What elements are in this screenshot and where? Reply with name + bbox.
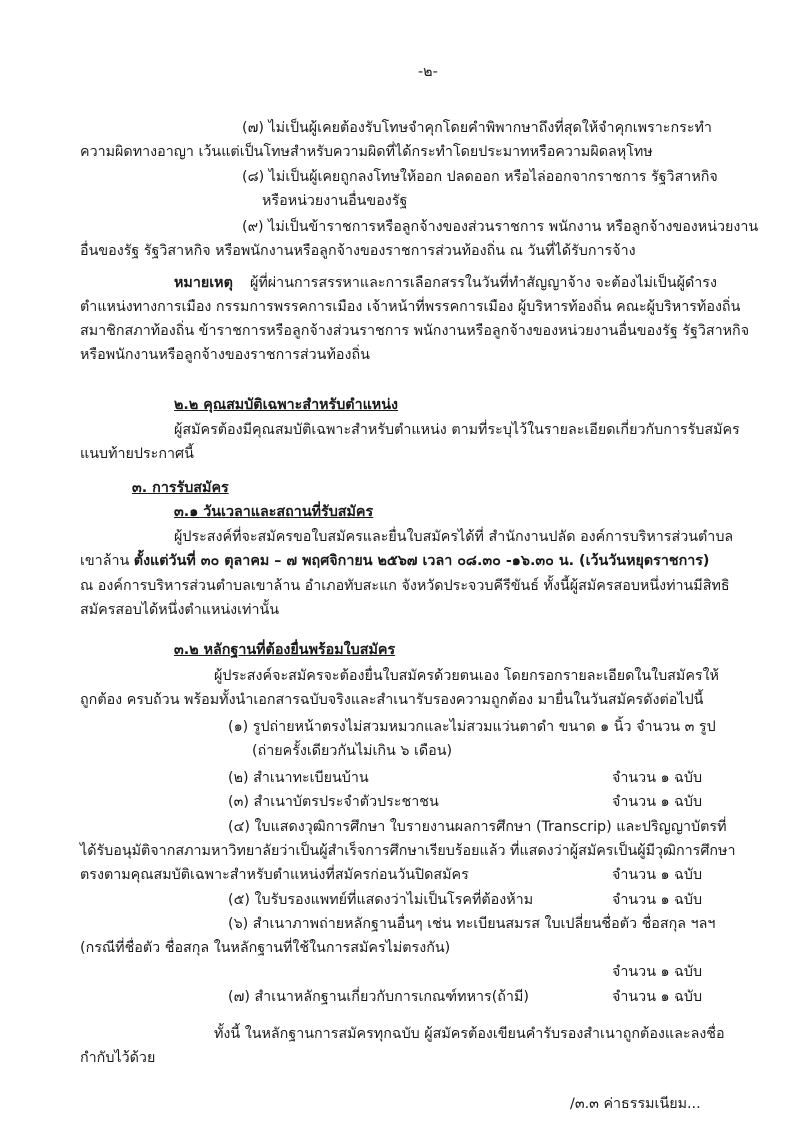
section-2-2-heading: ๒.๒ คุณสมบัติเฉพาะสำหรับตำแหน่ง [174,397,398,413]
document-5-count: จำนวน ๑ ฉบับ [612,892,703,908]
section-3-heading: ๓. การรับสมัคร [132,480,229,496]
document-3: (๓) สำเนาบัตรประจำตัวประชาชน [228,794,439,810]
note-line-2: ตำแหน่งทางการเมือง กรรมการพรรคการเมือง เจ้าหน้าที่พรรคการเมือง ผู้บริหารท้องถิ่น คณะผู้บริหารท้องถิ่น [80,299,741,315]
document-5: (๕) ใบรับรองแพทย์ที่แสดงว่าไม่เป็นโรคที่ต้องห้าม [228,892,534,908]
document-1-line-2: (ถ่ายครั้งเดียวกันไม่เกิน ๖ เดือน) [252,743,453,759]
section-3-2-heading: ๓.๒ หลักฐานที่ต้องยื่นพร้อมใบสมัคร [174,642,396,658]
document-4-line-3: ตรงตามคุณสมบัติเฉพาะสำหรับตำแหน่งที่สมัครก่อนวันปิดสมัคร [80,867,469,883]
document-1-line-1: (๑) รูปถ่ายหน้าตรงไม่สวมหมวกและไม่สวมแว่นตาดำ ขนาด ๑ นิ้ว จำนวน ๓ รูป [228,719,716,735]
qualification-9-line-2: อื่นของรัฐ รัฐวิสาหกิจ หรือพนักงานหรือลูกจ้างของราชการส่วนท้องถิ่น ณ วันที่ได้รับการจ้าง [80,243,636,259]
note-line-4: หรือพนักงานหรือลูกจ้างของราชการส่วนท้องถิ่น [80,347,370,363]
closing-line-2: กำกับไว้ด้วย [80,1050,156,1066]
note-label: หมายเหตุ [174,275,233,291]
section-3-1-line-4: สมัครสอบได้หนึ่งตำแหน่งเท่านั้น [80,602,280,618]
qualification-8-line-2: หรือหน่วยงานอื่นของรัฐ [262,193,408,209]
document-7-count: จำนวน ๑ ฉบับ [612,989,703,1005]
document-2: (๒) สำเนาทะเบียนบ้าน [228,770,369,786]
document-7: (๗) สำเนาหลักฐานเกี่ยวกับการเกณฑ์ทหาร(ถ้ามี) [228,989,529,1005]
continuation-marker: /๓.๓ ค่าธรรมเนียม... [570,1096,701,1112]
document-3-count: จำนวน ๑ ฉบับ [612,794,703,810]
section-2-2-line-2: แนบท้ายประกาศนี้ [80,446,194,462]
document-4-line-1: (๔) ใบแสดงวุฒิการศึกษา ใบรายงานผลการศึกษา (Transcrip) และปริญญาบัตรที่ [228,819,727,835]
qualification-9-line-1: (๙) ไม่เป็นข้าราชการหรือลูกจ้างของส่วนราชการ พนักงาน หรือลูกจ้างของหน่วยงาน [242,219,759,235]
document-4-line-2: ได้รับอนุมัติจากสภามหาวิทยาลัยว่าเป็นผู้สำเร็จการศึกษาเรียบร้อยแล้ว ที่แสดงว่าผู้สมัครเป็นผู้มีวุฒิการศึกษา [80,843,736,859]
document-6-line-1: (๖) สำเนาภาพถ่ายหลักฐานอื่นๆ เช่น ทะเบียนสมรส ใบเปลี่ยนชื่อตัว ชื่อสกุล ฯลฯ [228,916,716,932]
section-3-1-line-2-start: เขาล้าน [80,553,134,569]
qualification-7-line-2: ความผิดทางอาญา เว้นแต่เป็นโทษสำหรับความผิดที่ได้กระทำโดยประมาทหรือความผิดลหุโทษ [80,144,653,160]
qualification-8-line-1: (๘) ไม่เป็นผู้เคยถูกลงโทษให้ออก ปลดออก หรือไล่ออกจากราชการ รัฐวิสาหกิจ [242,169,718,185]
document-6-count: จำนวน ๑ ฉบับ [612,964,703,980]
document-4-count: จำนวน ๑ ฉบับ [612,867,703,883]
section-3-2-line-1: ผู้ประสงค์จะสมัครจะต้องยื่นใบสมัครด้วยตนเอง โดยกรอกรายละเอียดในใบสมัครให้ [214,668,719,684]
closing-line-1: ทั้งนี้ ในหลักฐานการสมัครทุกฉบับ ผู้สมัครต้องเขียนคำรับรองสำเนาถูกต้องและลงชื่อ [214,1026,725,1042]
section-3-1-line-2 [80,551,709,571]
note-line-1: ผู้ที่ผ่านการสรรหาและการเลือกสรรในวันที่ทำสัญญาจ้าง จะต้องไม่เป็นผู้ดำรง [250,275,717,291]
document-2-count: จำนวน ๑ ฉบับ [612,770,703,786]
application-period: ตั้งแต่วันที่ ๓๐ ตุลาคม – ๗ พฤศจิกายน ๒๕๖๗ เวลา ๐๘.๓๐ -๑๖.๓๐ น. (เว้นวันหยุดราชการ) [133,553,710,569]
section-3-1-line-1: ผู้ประสงค์ที่จะสมัครขอใบสมัครและยื่นใบสมัครได้ที่ สำนักงานปลัด องค์การบริหารส่วนตำบล [174,529,734,545]
section-3-1-heading: ๓.๑ วันเวลาและสถานที่รับสมัคร [174,504,374,520]
document-6-line-2: (กรณีที่ชื่อตัว ชื่อสกุล ในหลักฐานที่ใช้ในการสมัครไม่ตรงกัน) [80,940,451,956]
section-3-1-line-3: ณ องค์การบริหารส่วนตำบลเขาล้าน อำเภอทับสะแก จังหวัดประจวบคีรีขันธ์ ทั้งนี้ผู้สมัครสอบหนึ่งท่านมีสิทธิ [80,578,730,594]
page-number: -๒- [418,64,438,80]
section-2-2-line-1: ผู้สมัครต้องมีคุณสมบัติเฉพาะสำหรับตำแหน่ง ตามที่ระบุไว้ในรายละเอียดเกี่ยวกับการรับสมัคร [174,422,740,438]
section-3-2-line-2: ถูกต้อง ครบถ้วน พร้อมทั้งนำเอกสารฉบับจริงและสำเนารับรองความถูกต้อง มายื่นในวันสมัครดังต่อไปนี้ [80,692,704,708]
qualification-7-line-1: (๗) ไม่เป็นผู้เคยต้องรับโทษจำคุกโดยคำพิพากษาถึงที่สุดให้จำคุกเพราะกระทำ [242,120,712,136]
note-line-3: สมาชิกสภาท้องถิ่น ข้าราชการหรือลูกจ้างส่วนราชการ พนักงานหรือลูกจ้างของหน่วยงานอื่นของรัฐ รัฐวิสาหกิจ [80,323,750,339]
